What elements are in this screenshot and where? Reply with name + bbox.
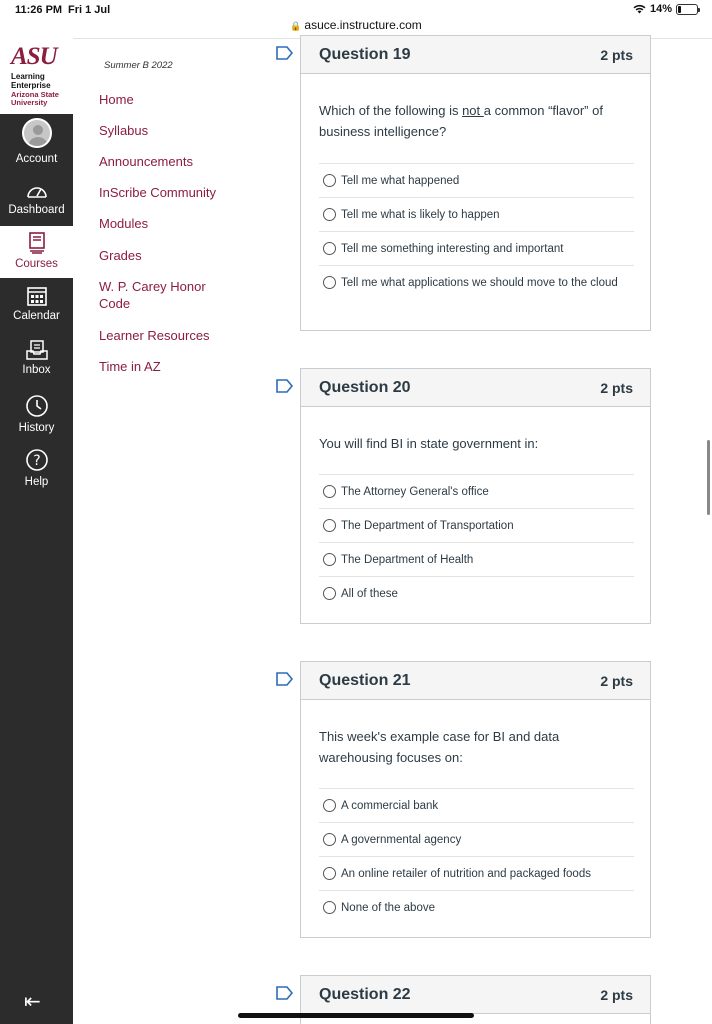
courses-book-icon — [28, 232, 46, 254]
asu-logo: ASU — [11, 43, 57, 70]
answer-label: Tell me what happened — [341, 175, 460, 187]
radio-button[interactable] — [323, 519, 336, 532]
question-title: Question 19 — [319, 46, 411, 63]
nav-calendar[interactable] — [0, 286, 73, 322]
answer-option[interactable] — [319, 509, 634, 543]
radio-button[interactable] — [323, 799, 336, 812]
answer-option[interactable] — [319, 198, 634, 232]
nav-help[interactable] — [0, 448, 73, 488]
answer-label: An online retailer of nutrition and packaged foods — [341, 868, 591, 880]
answer-label: All of these — [341, 588, 398, 600]
course-link-announcements[interactable]: Announcements — [99, 154, 193, 169]
answer-option[interactable] — [319, 164, 634, 198]
scrollbar[interactable] — [707, 440, 710, 515]
radio-button[interactable] — [323, 587, 336, 600]
lock-icon: 🔒 — [290, 21, 302, 31]
answer-label: The Department of Health — [341, 554, 474, 566]
question-points: 2 pts — [600, 47, 633, 63]
battery-percent: 14% — [649, 3, 672, 15]
brand-logo[interactable] — [0, 38, 73, 114]
svg-text:?: ? — [32, 453, 41, 469]
answer-label: Tell me something interesting and important — [341, 243, 564, 255]
question-text: This week's example case for BI and data warehousing focuses on: — [319, 729, 560, 765]
radio-button[interactable] — [323, 867, 336, 880]
question-header — [301, 976, 650, 1014]
answer-option[interactable] — [319, 232, 634, 266]
nav-courses-label: Courses — [15, 258, 58, 270]
course-link-home[interactable]: Home — [99, 92, 134, 107]
answer-label: A commercial bank — [341, 800, 439, 812]
nav-account[interactable] — [0, 118, 73, 165]
flag-question-icon[interactable] — [276, 672, 293, 686]
answer-option[interactable] — [319, 266, 634, 299]
url-text: asuce.instructure.com — [304, 18, 422, 32]
question-text — [319, 100, 634, 142]
answer-list — [319, 788, 634, 924]
answer-label: Tell me what is likely to happen — [341, 209, 500, 221]
answer-option[interactable] — [319, 577, 634, 610]
course-link-grades[interactable]: Grades — [99, 248, 142, 263]
radio-button[interactable] — [323, 901, 336, 914]
status-time: 11:26 PM — [15, 4, 63, 16]
answer-option[interactable] — [319, 475, 634, 509]
question-text-part: Which of the following is — [319, 103, 463, 118]
nav-calendar-label: Calendar — [13, 310, 60, 322]
nav-courses[interactable] — [0, 226, 73, 278]
course-link-honor-code[interactable]: W. P. Carey Honor Code — [99, 279, 206, 311]
course-link-syllabus[interactable]: Syllabus — [99, 123, 149, 138]
brand-line2: Enterprise — [11, 81, 51, 90]
answer-label: The Department of Transportation — [341, 520, 514, 532]
course-link-inscribe[interactable]: InScribe Community — [99, 185, 217, 200]
question-title: Question 20 — [319, 379, 411, 396]
answer-list — [319, 474, 634, 610]
answer-list — [319, 163, 634, 299]
answer-label: A governmental agency — [341, 834, 462, 846]
radio-button[interactable] — [323, 276, 336, 289]
brand-line3: Arizona State — [11, 90, 59, 99]
nav-inbox[interactable] — [0, 340, 73, 376]
question-points: 2 pts — [600, 380, 633, 396]
radio-button[interactable] — [323, 208, 336, 221]
question-header — [301, 36, 650, 74]
answer-option[interactable] — [319, 789, 634, 823]
answer-option[interactable] — [319, 543, 634, 577]
nav-dashboard[interactable] — [0, 182, 73, 216]
answer-label: Tell me what applications we should move to the cloud — [341, 277, 618, 289]
course-nav — [73, 38, 273, 1024]
question-card — [300, 661, 651, 938]
calendar-icon — [27, 286, 47, 306]
question-text: You will find BI in state government in: — [319, 436, 539, 451]
inbox-tray-icon — [26, 340, 48, 360]
global-nav — [0, 38, 73, 1024]
status-bar — [0, 0, 712, 20]
question-header — [301, 369, 650, 407]
question-title: Question 22 — [319, 986, 411, 1003]
brand-line1: Learning — [11, 72, 45, 81]
wifi-icon — [633, 4, 646, 14]
user-avatar-icon — [22, 118, 52, 148]
question-text-underlined: not — [462, 103, 484, 118]
course-term: Summer B 2022 — [104, 60, 173, 71]
radio-button[interactable] — [323, 553, 336, 566]
question-title: Question 21 — [319, 672, 411, 689]
question-card — [300, 35, 651, 331]
radio-button[interactable] — [323, 174, 336, 187]
radio-button[interactable] — [323, 833, 336, 846]
answer-option[interactable] — [319, 857, 634, 891]
answer-label: None of the above — [341, 902, 435, 914]
collapse-nav-icon[interactable]: ⇤ — [24, 991, 41, 1013]
nav-account-label: Account — [15, 153, 58, 165]
question-card — [300, 368, 651, 624]
nav-inbox-label: Inbox — [22, 364, 51, 376]
nav-help-label: Help — [24, 476, 49, 488]
question-header — [301, 662, 650, 700]
dashboard-gauge-icon — [26, 182, 48, 200]
radio-button[interactable] — [323, 242, 336, 255]
home-indicator[interactable] — [238, 1013, 474, 1018]
status-date: Fri 1 Jul — [68, 4, 111, 16]
nav-dashboard-label: Dashboard — [8, 204, 65, 216]
answer-option[interactable] — [319, 823, 634, 857]
radio-button[interactable] — [323, 485, 336, 498]
brand-line4: University — [11, 98, 48, 107]
flag-question-icon[interactable] — [276, 986, 293, 1000]
clock-icon — [25, 394, 49, 418]
answer-option[interactable] — [319, 891, 634, 924]
help-question-icon — [25, 448, 49, 472]
question-text-part: a common “flavor” of business intelligence? — [319, 103, 603, 139]
course-link-learner-resources[interactable]: Learner Resources — [99, 328, 210, 343]
nav-history[interactable] — [0, 394, 73, 434]
question-points: 2 pts — [600, 987, 633, 1003]
flag-question-icon[interactable] — [276, 46, 293, 60]
answer-label: The Attorney General's office — [341, 486, 489, 498]
course-link-time-in-az[interactable]: Time in AZ — [99, 359, 161, 374]
question-points: 2 pts — [600, 673, 633, 689]
course-link-modules[interactable]: Modules — [99, 216, 149, 231]
flag-question-icon[interactable] — [276, 379, 293, 393]
battery-icon — [676, 4, 698, 15]
status-right — [633, 3, 698, 15]
nav-history-label: History — [18, 422, 55, 434]
